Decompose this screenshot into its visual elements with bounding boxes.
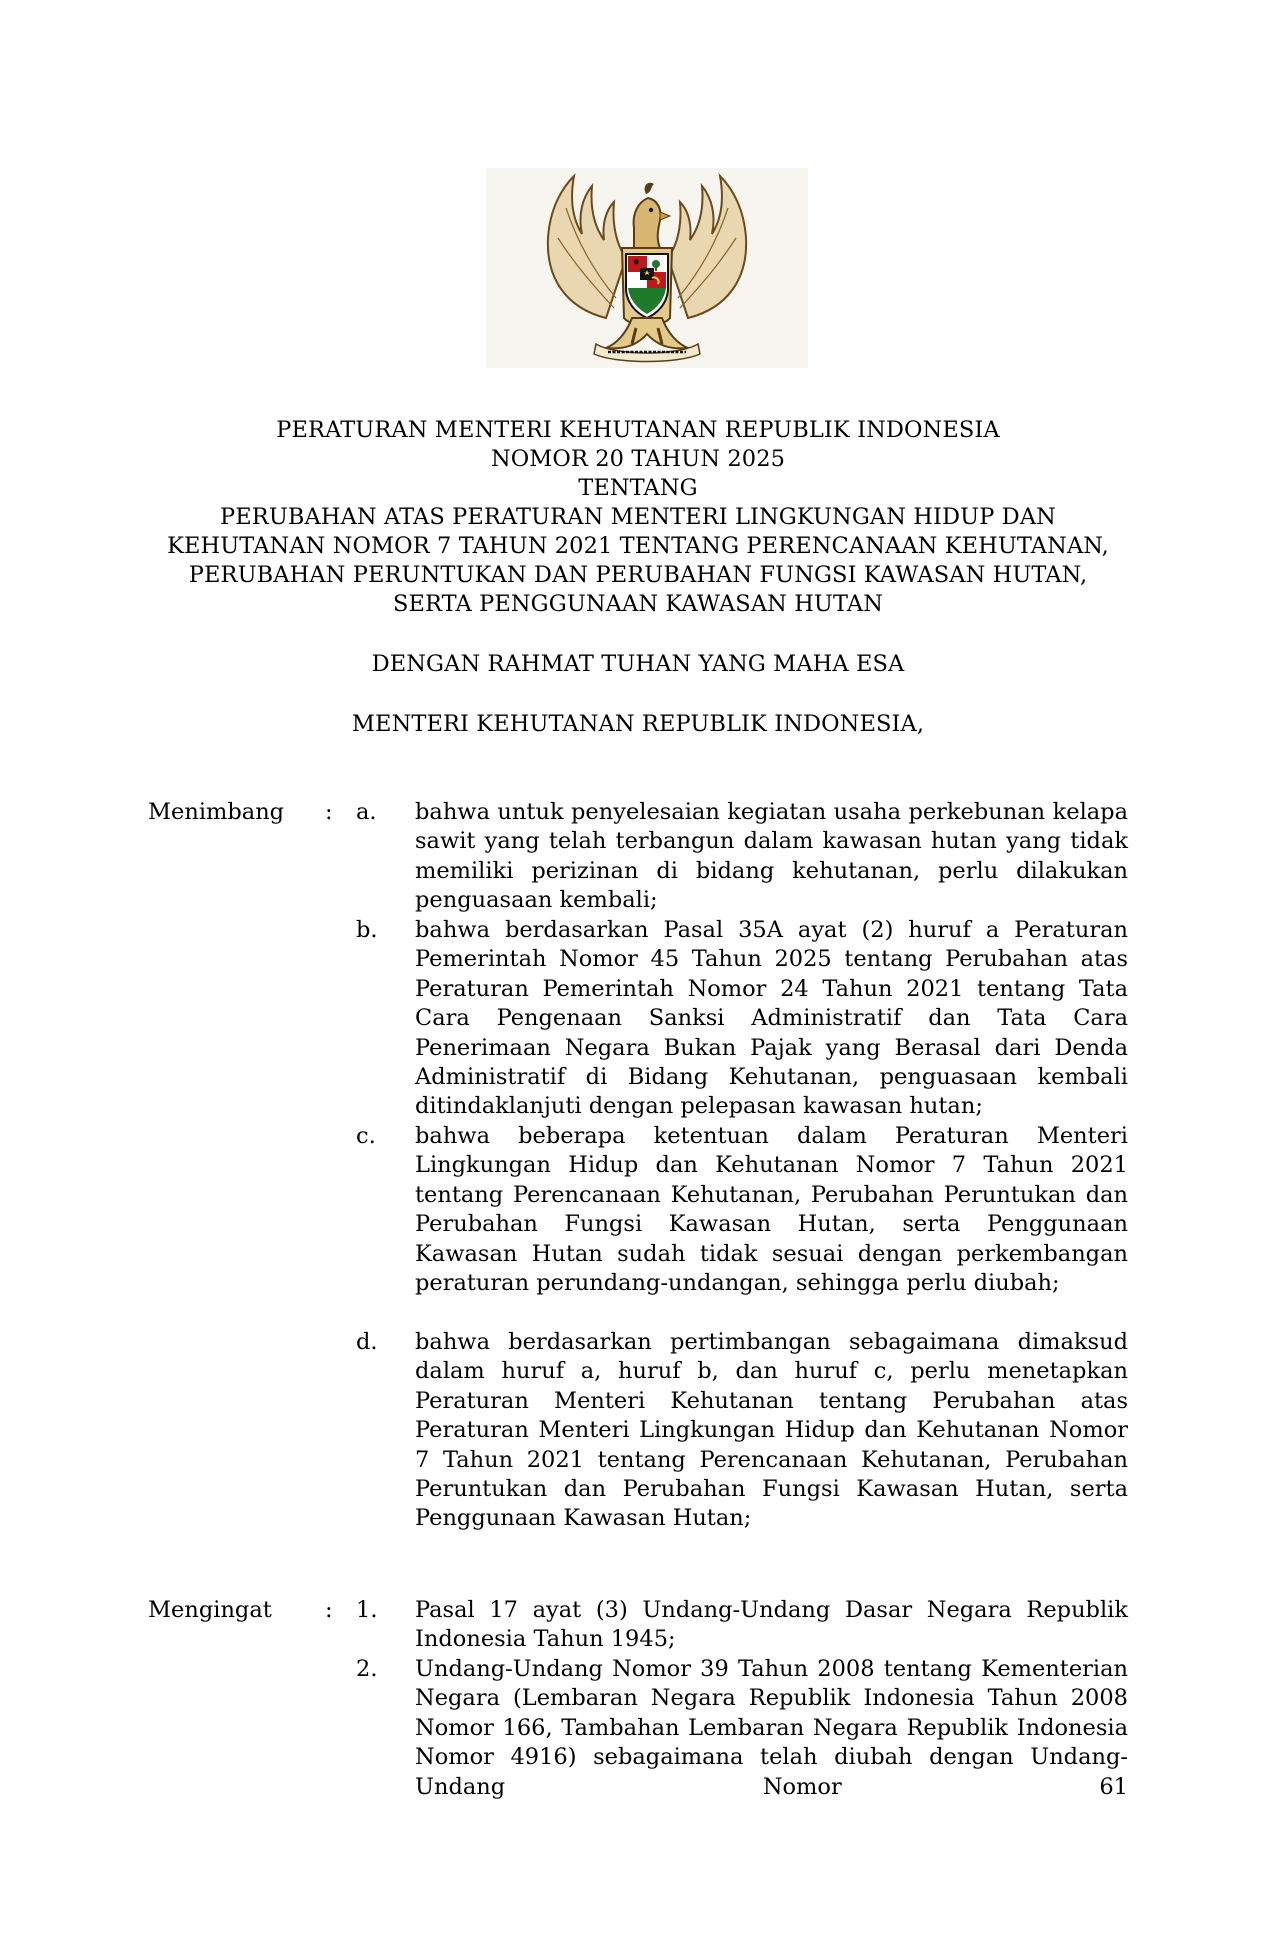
garuda-eye xyxy=(649,208,653,212)
menteri-line-block xyxy=(0,710,1276,739)
item-text: bahwa beberapa ketentuan dalam Peraturan Menteri Lingkungan Hidup dan Kehutanan Nomor 7 Tahun 2021 tentang Perencanaan Kehutanan, Perubahan Peruntukan dan Perubahan Fungsi Kawasan Hutan, serta Penggunaan Kawasan Hutan sudah tidak sesuai dengan perkembangan peraturan perundang-undangan, sehingga perlu diubah; xyxy=(415,1123,1128,1297)
mengingat-label: Mengingat xyxy=(148,1597,272,1623)
regulation-heading xyxy=(0,416,1276,619)
item-marker: 1. xyxy=(356,1597,378,1623)
mengingat-colon: : xyxy=(325,1597,333,1623)
item-text: bahwa berdasarkan Pasal 35A ayat (2) huruf a Peraturan Pemerintah Nomor 45 Tahun 2025 tentang Perubahan atas Peraturan Pemerintah Nomor 24 Tahun 2021 tentang Tata Cara Pengenaan Sanksi Administratif dan Tata Cara Penerimaan Negara Bukan Pajak yang Berasal dari Denda Administratif di Bidang Kehutanan, penguasaan kembali ditindaklanjuti dengan pelepasan kawasan hutan; xyxy=(415,917,1128,1120)
menimbang-colon: : xyxy=(325,799,333,825)
garuda-pancasila-emblem xyxy=(486,168,808,368)
item-text: bahwa berdasarkan pertimbangan sebagaimana dimaksud dalam huruf a, huruf b, dan huruf c, perlu menetapkan Peraturan Menteri Kehutanan tentang Perubahan atas Peraturan Menteri Lingkungan Hidup dan Kehutanan Nomor 7 Tahun 2021 tentang Perencanaan Kehutanan, Perubahan Peruntukan dan Perubahan Fungsi Kawasan Hutan, serta Penggunaan Kawasan Hutan; xyxy=(415,1329,1128,1532)
garuda-emblem-graphic xyxy=(486,168,808,368)
regulation-tentang: TENTANG xyxy=(578,475,698,501)
item-text: Pasal 17 ayat (3) Undang-Undang Dasar Negara Republik Indonesia Tahun 1945; xyxy=(415,1597,1128,1653)
rahmat-line-block xyxy=(0,650,1276,679)
item-marker: c. xyxy=(356,1123,376,1149)
item-marker: 2. xyxy=(356,1656,378,1682)
rahmat-line: DENGAN RAHMAT TUHAN YANG MAHA ESA xyxy=(371,651,905,677)
regulation-subject-line: SERTA PENGGUNAAN KAWASAN HUTAN xyxy=(392,591,884,617)
menimbang-label: Menimbang xyxy=(148,799,285,825)
regulation-subject-line: PERUBAHAN ATAS PERATURAN MENTERI LINGKUNGAN HIDUP DAN xyxy=(220,504,1056,530)
regulation-subject-line: KEHUTANAN NOMOR 7 TAHUN 2021 TENTANG PERENCANAAN KEHUTANAN, xyxy=(167,533,1109,559)
menteri-line: MENTERI KEHUTANAN REPUBLIK INDONESIA, xyxy=(351,711,925,737)
item-marker: a. xyxy=(356,799,377,825)
garuda-head xyxy=(634,198,661,248)
regulation-number: NOMOR 20 TAHUN 2025 xyxy=(490,446,786,472)
item-marker: b. xyxy=(356,917,378,943)
regulation-subject-line: PERUBAHAN PERUNTUKAN DAN PERUBAHAN FUNGSI KAWASAN HUTAN, xyxy=(188,562,1088,588)
item-text: bahwa untuk penyelesaian kegiatan usaha perkebunan kelapa sawit yang telah terbangun dalam kawasan hutan yang tidak memiliki perizinan di bidang kehutanan, perlu dilakukan penguasaan kembali; xyxy=(415,799,1128,914)
item-text: Undang-Undang Nomor 39 Tahun 2008 tentang Kementerian Negara (Lembaran Negara Republik Indonesia Tahun 2008 Nomor 166, Tambahan Lembaran Negara Republik Indonesia Nomor 4916) sebagaimana telah diubah dengan Undang-Undang Nomor 61 xyxy=(415,1656,1128,1800)
regulation-title: PERATURAN MENTERI KEHUTANAN REPUBLIK INDONESIA xyxy=(276,417,1000,443)
item-marker: d. xyxy=(356,1329,378,1355)
